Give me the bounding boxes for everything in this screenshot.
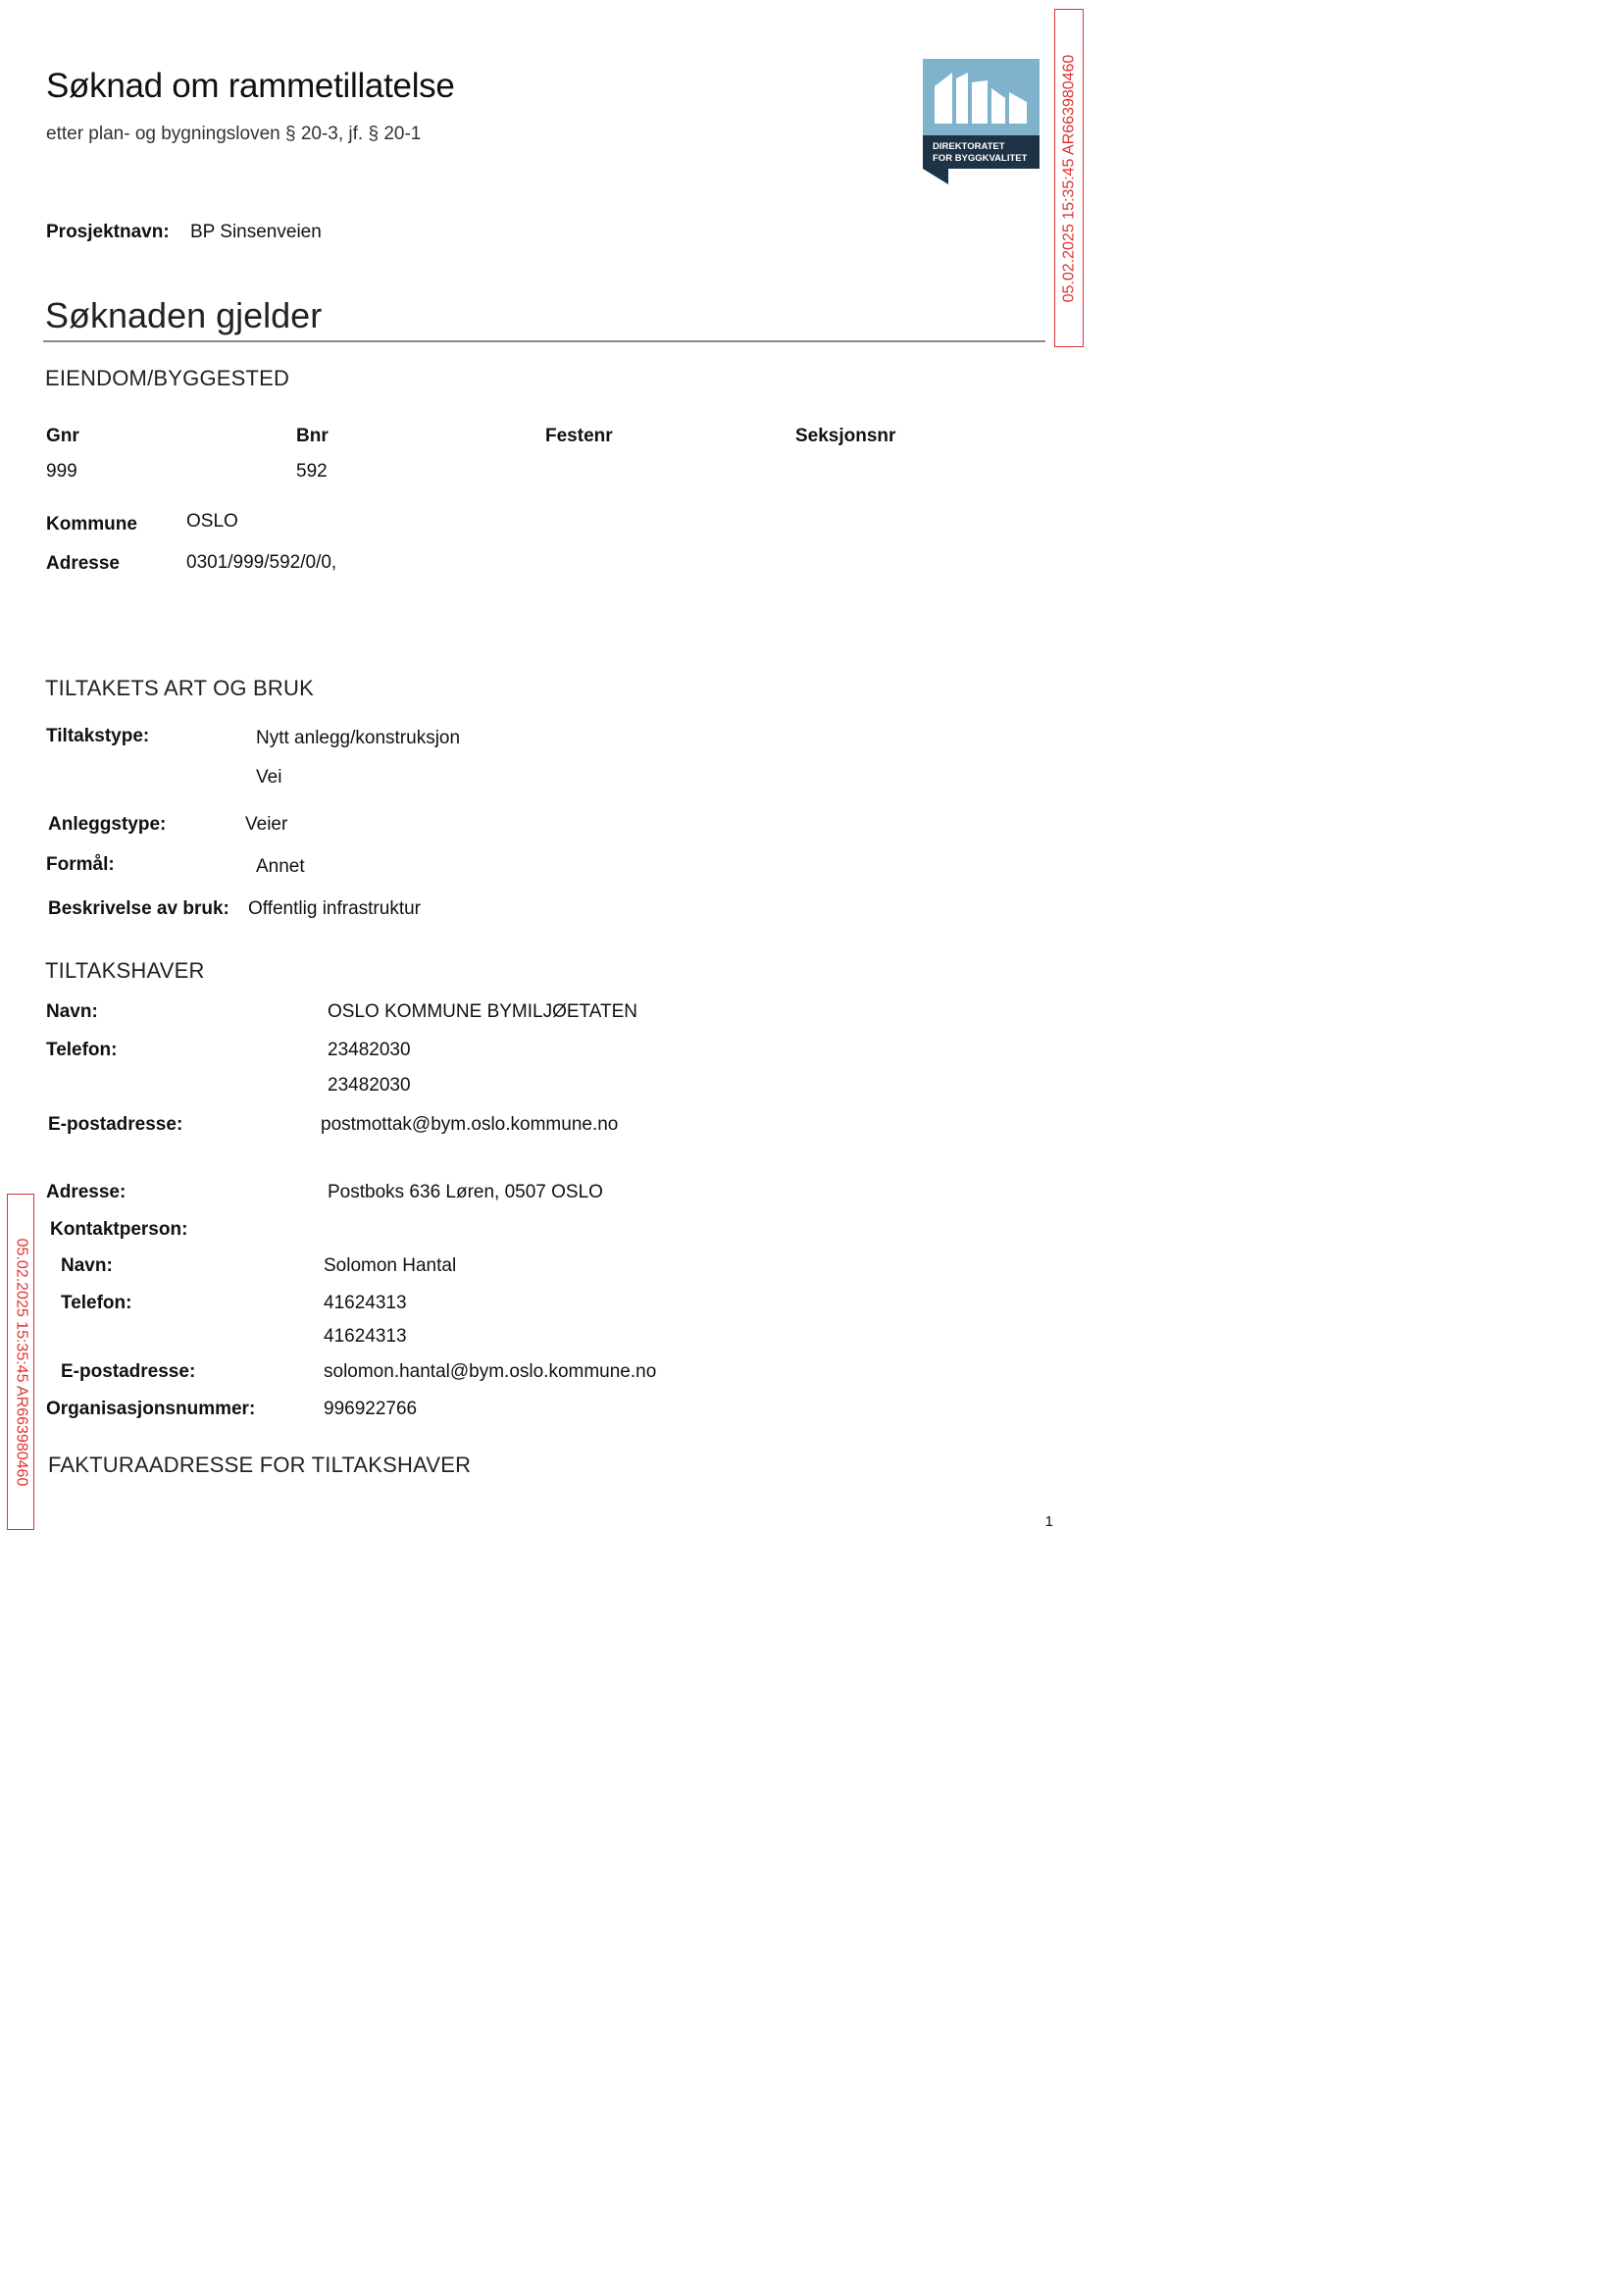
timestamp-stamp-bottom xyxy=(7,1194,34,1530)
owner-heading: TILTAKSHAVER xyxy=(45,958,205,983)
contact-email-label: E-postadresse: xyxy=(61,1361,196,1382)
measure-heading: TILTAKETS ART OG BRUK xyxy=(45,676,314,700)
kommune-value: OSLO xyxy=(186,511,238,532)
stamp-text: 05.02.2025 15:35:45 AR663980460 xyxy=(1060,54,1077,302)
contact-person-label: Kontaktperson: xyxy=(50,1219,188,1240)
tiltakstype-value: Vei xyxy=(256,767,282,788)
contact-name-label: Navn: xyxy=(61,1255,113,1276)
owner-phone-value: 23482030 xyxy=(328,1075,411,1096)
owner-name-label: Navn: xyxy=(46,1001,98,1022)
contact-name-value: Solomon Hantal xyxy=(324,1255,457,1276)
kommune-label: Kommune xyxy=(46,514,137,535)
festenr-label: Festenr xyxy=(545,426,613,446)
anleggstype-value: Veier xyxy=(245,814,288,835)
billing-heading: FAKTURAADRESSE FOR TILTAKSHAVER xyxy=(48,1453,472,1477)
logo-line2: FOR BYGGKVALITET xyxy=(933,153,1028,164)
contact-phone-label: Telefon: xyxy=(61,1293,132,1313)
dibk-logo xyxy=(923,59,1040,184)
formal-value: Annet xyxy=(256,856,305,877)
section-heading: Søknaden gjelder xyxy=(45,295,323,335)
owner-phone-label: Telefon: xyxy=(46,1040,118,1060)
logo-line1: DIREKTORATET xyxy=(933,141,1005,152)
owner-name-value: OSLO KOMMUNE BYMILJØETATEN xyxy=(328,1001,638,1022)
owner-address-value: Postboks 636 Løren, 0507 OSLO xyxy=(328,1182,603,1202)
owner-phone-value: 23482030 xyxy=(328,1040,411,1060)
stamp-text: 05.02.2025 15:35:45 AR663980460 xyxy=(13,1238,29,1486)
contact-phone-value: 41624313 xyxy=(324,1326,407,1347)
bnr-label: Bnr xyxy=(296,426,329,446)
document-subtitle: etter plan- og bygningsloven § 20-3, jf. § 20-1 xyxy=(46,124,422,144)
formal-label: Formål: xyxy=(46,854,115,875)
page-number: 1 xyxy=(1044,1513,1053,1530)
owner-address-label: Adresse: xyxy=(46,1182,127,1202)
org-number-label: Organisasjonsnummer: xyxy=(46,1399,256,1419)
contact-email-value: solomon.hantal@bym.oslo.kommune.no xyxy=(324,1361,657,1382)
bruk-label: Beskrivelse av bruk: xyxy=(48,898,229,919)
property-heading: EIENDOM/BYGGESTED xyxy=(45,366,290,390)
timestamp-stamp-top xyxy=(1054,9,1084,347)
bnr-value: 592 xyxy=(296,461,328,482)
dibk-logo-graphic xyxy=(923,59,1040,184)
org-number-value: 996922766 xyxy=(324,1399,418,1419)
gnr-value: 999 xyxy=(46,461,77,482)
contact-phone-value: 41624313 xyxy=(324,1293,407,1313)
project-label: Prosjektnavn: xyxy=(46,222,170,242)
adresse-label: Adresse xyxy=(46,553,120,574)
bruk-value: Offentlig infrastruktur xyxy=(248,898,422,919)
tiltakstype-value: Nytt anlegg/konstruksjon xyxy=(256,728,461,748)
document-title: Søknad om rammetillatelse xyxy=(46,67,455,105)
tiltakstype-label: Tiltakstype: xyxy=(46,726,150,746)
seksjonsnr-label: Seksjonsnr xyxy=(795,426,896,446)
section-divider xyxy=(43,340,1045,342)
gnr-label: Gnr xyxy=(46,426,79,446)
adresse-value: 0301/999/592/0/0, xyxy=(186,552,337,573)
anleggstype-label: Anleggstype: xyxy=(48,814,167,835)
owner-email-value: postmottak@bym.oslo.kommune.no xyxy=(321,1114,619,1135)
owner-email-label: E-postadresse: xyxy=(48,1114,183,1135)
project-value: BP Sinsenveien xyxy=(190,222,322,242)
